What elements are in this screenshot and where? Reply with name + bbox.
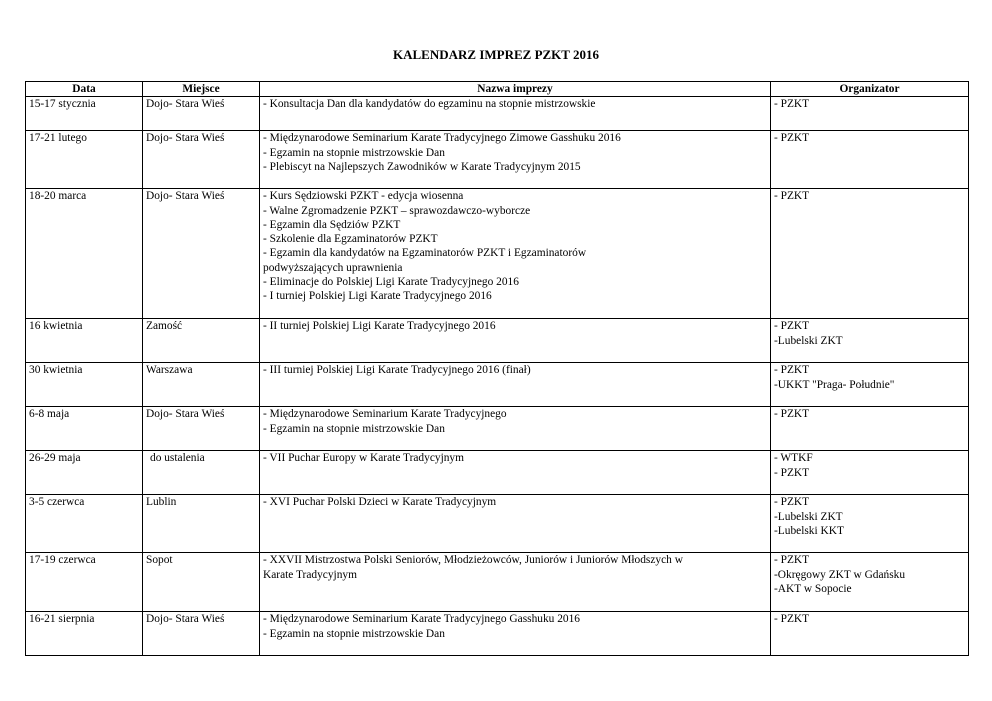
event-names (260, 319, 771, 363)
event-name-line: - Eliminacje do Polskiej Ligi Karate Tradycyjnego 2016 (263, 276, 519, 289)
organizer-line: -Lubelski ZKT (774, 334, 843, 347)
event-place: Dojo- Stara Wieś (143, 97, 260, 131)
organizer-line: -Lubelski ZKT (774, 510, 843, 523)
event-names (260, 553, 771, 612)
header-organizer: Organizator (771, 82, 969, 97)
event-name-line: - Egzamin na stopnie mistrzowskie Dan (263, 422, 445, 435)
event-name-line: - Egzamin na stopnie mistrzowskie Dan (263, 146, 445, 159)
event-name-line: - Egzamin na stopnie mistrzowskie Dan (263, 627, 445, 640)
table-row (26, 451, 969, 495)
event-name-line: - Międzynarodowe Seminarium Karate Tradycyjnego (263, 408, 507, 421)
event-organizers (771, 495, 969, 553)
event-names (260, 495, 771, 553)
event-name-line: - Egzamin dla Sędziów PZKT (263, 218, 401, 231)
event-name-line: - Plebiscyt na Najlepszych Zawodników w Karate Tradycyjnym 2015 (263, 160, 581, 173)
event-place: Lublin (143, 495, 260, 553)
events-table (25, 81, 969, 656)
event-organizers (771, 363, 969, 407)
organizer-line: - PZKT (774, 408, 810, 421)
event-name-line: - Szkolenie dla Egzaminatorów PZKT (263, 233, 438, 246)
event-name-line: - Kurs Sędziowski PZKT - edycja wiosenna (263, 190, 464, 203)
organizer-line: - PZKT (774, 320, 810, 333)
event-name-line: - Walne Zgromadzenie PZKT – sprawozdawczo-wyborcze (263, 204, 531, 217)
organizer-line: - PZKT (774, 466, 810, 479)
event-organizers (771, 553, 969, 612)
table-row (26, 612, 969, 656)
organizer-line: - PZKT (774, 554, 810, 567)
organizer-line: -Lubelski KKT (774, 524, 844, 537)
table-row (26, 553, 969, 612)
document-title: KALENDARZ IMPREZ PZKT 2016 (393, 47, 599, 62)
event-date: 16 kwietnia (26, 319, 143, 363)
event-date: 30 kwietnia (26, 363, 143, 407)
event-names (260, 97, 771, 131)
table-row (26, 495, 969, 553)
event-place: Dojo- Stara Wieś (143, 612, 260, 656)
event-place: Sopot (143, 553, 260, 612)
event-names (260, 451, 771, 495)
organizer-line: -UKKT "Praga- Południe" (774, 378, 895, 391)
organizer-line: - PZKT (774, 190, 810, 203)
event-names (260, 407, 771, 451)
organizer-line: - PZKT (774, 364, 810, 377)
event-place: Dojo- Stara Wieś (143, 131, 260, 189)
organizer-line: -AKT w Sopocie (774, 582, 852, 595)
event-names (260, 612, 771, 656)
event-organizers (771, 189, 969, 319)
event-organizers (771, 612, 969, 656)
event-place: Zamość (143, 319, 260, 363)
event-name-line: - Międzynarodowe Seminarium Karate Tradycyjnego Zimowe Gasshuku 2016 (263, 132, 621, 145)
table-row (26, 407, 969, 451)
table-row (26, 97, 969, 131)
organizer-line: - PZKT (774, 613, 810, 626)
event-place: Warszawa (143, 363, 260, 407)
event-name-line: - XXVII Mistrzostwa Polski Seniorów, Młodzieżowców, Juniorów i Juniorów Młodszych w (263, 554, 683, 567)
table-header-row (26, 82, 969, 97)
event-name-line: - Międzynarodowe Seminarium Karate Tradycyjnego Gasshuku 2016 (263, 613, 580, 626)
event-organizers (771, 319, 969, 363)
event-name-line: - I turniej Polskiej Ligi Karate Tradycyjnego 2016 (263, 290, 492, 303)
event-organizers (771, 131, 969, 189)
organizer-line: -Okręgowy ZKT w Gdańsku (774, 568, 906, 581)
event-place: do ustalenia (143, 451, 260, 495)
header-place: Miejsce (143, 82, 260, 97)
organizer-line: - PZKT (774, 98, 810, 111)
event-date: 17-21 lutego (26, 131, 143, 189)
event-name-line: - VII Puchar Europy w Karate Tradycyjnym (263, 452, 464, 465)
event-name-line: Karate Tradycyjnym (263, 568, 357, 581)
table-row (26, 319, 969, 363)
event-place: Dojo- Stara Wieś (143, 189, 260, 319)
event-date: 17-19 czerwca (26, 553, 143, 612)
event-place: Dojo- Stara Wieś (143, 407, 260, 451)
header-date: Data (26, 82, 143, 97)
event-names (260, 189, 771, 319)
event-name-line: podwyższających uprawnienia (263, 261, 403, 274)
organizer-line: - WTKF (774, 452, 813, 465)
event-date: 15-17 stycznia (26, 97, 143, 131)
organizer-line: - PZKT (774, 496, 810, 509)
event-date: 26-29 maja (26, 451, 143, 495)
table-row (26, 363, 969, 407)
event-name-line: - Egzamin dla kandydatów na Egzaminatorów PZKT i Egzaminatorów (263, 247, 587, 260)
organizer-line: - PZKT (774, 132, 810, 145)
event-name-line: - III turniej Polskiej Ligi Karate Tradycyjnego 2016 (finał) (263, 364, 531, 377)
event-name-line: - Konsultacja Dan dla kandydatów do egzaminu na stopnie mistrzowskie (263, 98, 596, 111)
event-names (260, 363, 771, 407)
event-names (260, 131, 771, 189)
event-date: 18-20 marca (26, 189, 143, 319)
event-organizers (771, 97, 969, 131)
event-organizers (771, 451, 969, 495)
event-organizers (771, 407, 969, 451)
event-name-line: - II turniej Polskiej Ligi Karate Tradycyjnego 2016 (263, 320, 496, 333)
event-date: 16-21 sierpnia (26, 612, 143, 656)
event-date: 3-5 czerwca (26, 495, 143, 553)
header-event-name: Nazwa imprezy (260, 82, 771, 97)
table-row (26, 131, 969, 189)
event-date: 6-8 maja (26, 407, 143, 451)
table-row (26, 189, 969, 319)
event-name-line: - XVI Puchar Polski Dzieci w Karate Tradycyjnym (263, 496, 497, 509)
